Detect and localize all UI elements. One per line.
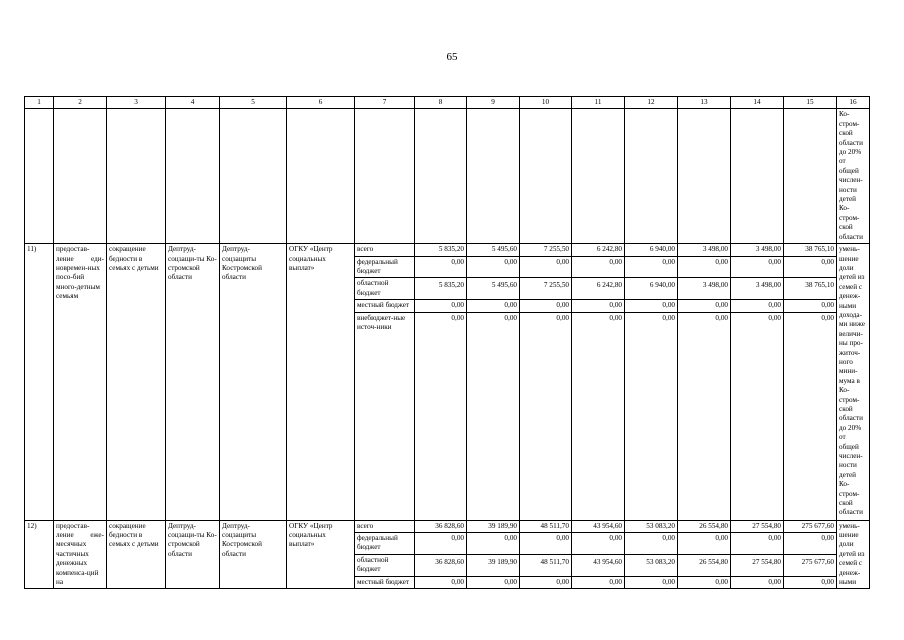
value-cell: 27 554,80 [731,554,784,576]
value-cell: 0,00 [678,256,731,278]
value-cell: 0,00 [678,576,731,589]
result-line: ской [839,129,853,138]
value-cell: 0,00 [731,256,784,278]
coordinator-cell: Дептруд-соцзащиты Костромской области [220,520,287,589]
value-cell: 0,00 [784,576,837,589]
value-cell: 0,00 [467,312,520,520]
value-cell: 0,00 [572,533,625,555]
result-line: стром- [839,119,860,128]
value-cell: 7 255,50 [520,278,572,300]
value-cell: 0,00 [415,576,467,589]
value-cell: 0,00 [415,300,467,312]
value-cell: 5 495,60 [467,278,520,300]
result-line: мини- [839,367,858,376]
header-cell: 7 [355,97,415,109]
result-line: до 20% [839,423,862,432]
header-cell: 15 [784,97,837,109]
value-cell: 7 255,50 [520,244,572,256]
value-cell: 0,00 [625,256,678,278]
source-label: областной бюджет [355,554,415,576]
value-cell: 6 940,00 [625,244,678,256]
value-cell: 26 554,80 [678,520,731,532]
table-row [25,244,870,256]
value-cell: 0,00 [520,300,572,312]
header-cell: 2 [54,97,107,109]
result-line: шение [839,254,859,263]
value-cell: 0,00 [731,312,784,520]
value-cell: 39 189,90 [467,554,520,576]
result-line: дохода- [839,310,863,319]
value-cell: 5 835,20 [415,244,467,256]
source-label: федеральный бюджет [355,533,415,555]
result-line: до 20% [839,148,862,157]
result-cell [837,520,870,589]
value-cell: 0,00 [467,533,520,555]
value-cell: 0,00 [415,312,467,520]
value-cell: 43 954,60 [572,554,625,576]
value-cell: 6 940,00 [625,278,678,300]
value-cell: 0,00 [625,533,678,555]
header-cell: 5 [220,97,287,109]
header-cell: 16 [837,97,870,109]
value-cell: 53 083,20 [625,554,678,576]
result-line: ской [839,223,853,232]
result-line: мума в [839,376,860,385]
result-line: ности [839,461,857,470]
value-cell: 6 242,80 [572,278,625,300]
result-line: Ко- [839,204,850,213]
value-cell: 0,00 [731,300,784,312]
header-cell: 14 [731,97,784,109]
value-cell: 48 511,70 [520,520,572,532]
value-cell: 0,00 [572,300,625,312]
result-cell [837,244,870,520]
header-row [25,97,870,109]
value-cell: 0,00 [731,533,784,555]
value-cell: 0,00 [572,256,625,278]
value-cell: 0,00 [467,576,520,589]
measure-name: предостав-ление еди-новремен-ных посо-бий много-детным семьям [54,244,107,520]
value-cell: 0,00 [625,312,678,520]
result-line: доли [839,540,854,549]
result-line: детей [839,195,857,204]
result-line: ской [839,499,853,508]
header-cell: 10 [520,97,572,109]
department-cell: Дептруд-соцзащи-ты Ко-стромской области [166,520,220,589]
coordinator-cell: Дептруд-соцзащиты Костромской области [220,244,287,520]
value-cell: 0,00 [467,256,520,278]
result-line: от общей [839,157,859,175]
value-cell: 0,00 [625,300,678,312]
value-cell: 38 765,10 [784,278,837,300]
result-line: доли [839,263,854,272]
result-line: денеж- [839,292,861,301]
value-cell: 6 242,80 [572,244,625,256]
value-cell: 3 498,00 [678,244,731,256]
value-cell: 38 765,10 [784,244,837,256]
row-number: 12) [25,520,54,589]
result-line: ными [839,301,857,310]
goal-cell: сокращение бедности в семьях с детьми [107,244,166,520]
header-cell: 3 [107,97,166,109]
value-cell: 0,00 [415,533,467,555]
result-line: Ко- [839,480,850,489]
value-cell: 0,00 [520,312,572,520]
value-cell: 3 498,00 [731,278,784,300]
result-line: величи- [839,329,863,338]
value-cell: 0,00 [625,576,678,589]
value-cell: 0,00 [520,256,572,278]
result-line: семей с [839,559,863,568]
result-line: ской [839,405,853,413]
value-cell: 43 954,60 [572,520,625,532]
result-line: умень- [839,245,860,254]
result-line: шение [839,530,859,539]
value-cell: 0,00 [678,312,731,520]
result-line: числен- [839,452,863,461]
result-line: области [839,138,864,147]
value-cell: 0,00 [520,576,572,589]
value-cell: 275 677,60 [784,520,837,532]
source-label: внебюджет-ные источ-ники [355,312,415,520]
value-cell: 5 495,60 [467,244,520,256]
value-cell: 0,00 [520,533,572,555]
result-line: умень- [839,521,860,530]
result-line: стром- [839,395,860,404]
value-cell: 36 828,60 [415,520,467,532]
header-cell: 8 [415,97,467,109]
department-cell: Дептруд-соцзащи-ты Ко-стромской области [166,244,220,520]
result-line: Ко- [839,386,850,395]
source-label: всего [355,520,415,532]
result-line: стром- [839,213,860,222]
result-line: стром- [839,489,860,498]
value-cell: 5 835,20 [415,278,467,300]
result-line: денеж- [839,568,861,577]
source-label: местный бюджет [355,300,415,312]
source-label: местный бюджет [355,576,415,589]
result-line: области [839,508,864,517]
header-cell: 12 [625,97,678,109]
page-number: 65 [446,51,458,63]
result-line: области [839,232,864,241]
result-line: ны про- [839,339,863,348]
result-line: детей из [839,549,865,558]
row-number: 11) [25,244,54,520]
value-cell: 26 554,80 [678,554,731,576]
value-cell: 0,00 [731,576,784,589]
value-cell: 0,00 [784,533,837,555]
value-cell: 0,00 [678,533,731,555]
header-cell: 13 [678,97,731,109]
result-line: детей [839,470,857,479]
result-line: житоч- [839,348,861,357]
result-line: ности [839,185,857,194]
result-line: ного [839,357,853,366]
executor-cell: ОГКУ «Центр социальных выплат» [287,244,355,520]
result-line: ными [839,577,857,586]
value-cell: 275 677,60 [784,554,837,576]
table-row [25,520,870,532]
goal-cell: сокращение бедности в семьях с детьми [107,520,166,589]
value-cell: 0,00 [467,300,520,312]
header-cell: 11 [572,97,625,109]
program-table [24,96,870,589]
continuation-row [25,109,870,244]
header-cell: 6 [287,97,355,109]
result-line: ми ниже [839,320,865,329]
source-label: всего [355,244,415,256]
header-cell: 9 [467,97,520,109]
value-cell: 0,00 [784,312,837,520]
value-cell: 48 511,70 [520,554,572,576]
value-cell: 0,00 [784,256,837,278]
value-cell: 3 498,00 [678,278,731,300]
result-line: Ко- [839,110,850,119]
header-cell: 1 [25,97,54,109]
value-cell: 0,00 [415,256,467,278]
result-line: семей с [839,282,863,291]
header-cell: 4 [166,97,220,109]
value-cell: 0,00 [784,300,837,312]
value-cell: 0,00 [678,300,731,312]
value-cell: 0,00 [572,312,625,520]
result-line: числен- [839,176,863,185]
result-line: области [839,414,864,423]
value-cell: 27 554,80 [731,520,784,532]
value-cell: 0,00 [572,576,625,589]
measure-name: предостав-ление еже-месячных частичных денежных компенса-ций на [54,520,107,589]
value-cell: 39 189,90 [467,520,520,532]
value-cell: 3 498,00 [731,244,784,256]
executor-cell: ОГКУ «Центр социальных выплат» [287,520,355,589]
value-cell: 36 828,60 [415,554,467,576]
result-line: от общей [839,433,859,451]
value-cell: 53 083,20 [625,520,678,532]
result-cell [837,109,870,244]
source-label: областной бюджет [355,278,415,300]
source-label: федеральный бюджет [355,256,415,278]
result-line: детей из [839,273,865,282]
